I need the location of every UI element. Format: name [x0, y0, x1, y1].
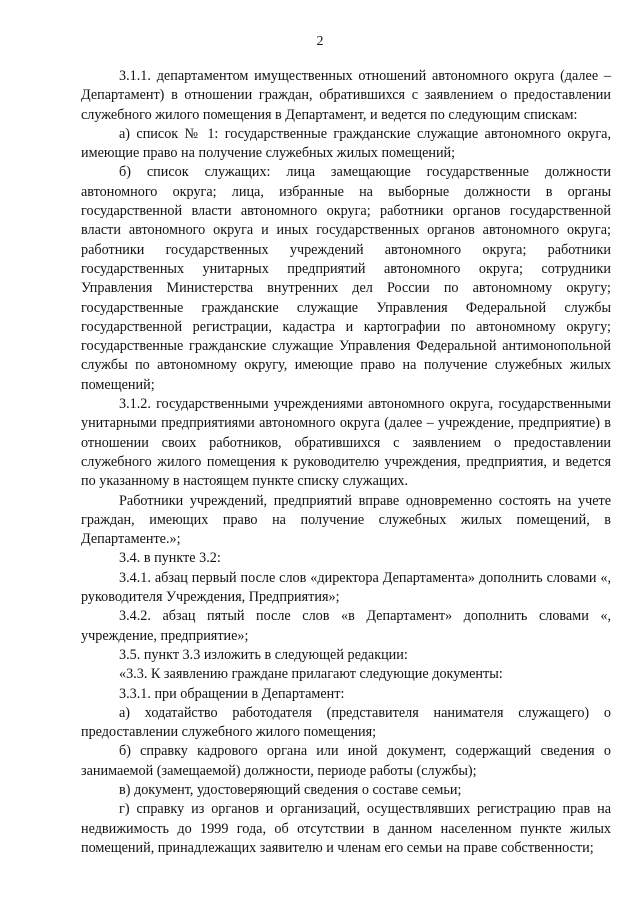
- paragraph-3-5: 3.5. пункт 3.3 изложить в следующей редакции:: [119, 646, 408, 663]
- paragraph-3-4-1: 3.4.1. абзац первый после слов «директора Департамента» дополнить словами «, руководителя Учреждения, Предприятия»;: [81, 569, 611, 606]
- paragraph-3-4-2: 3.4.2. абзац пятый после слов «в Департамент» дополнить словами «, учреждение, предприятие»;: [81, 608, 611, 644]
- paragraph-3-3: «3.3. К заявлению граждане прилагают следующие документы:: [119, 666, 503, 683]
- paragraph-3-4: 3.4. в пункте 3.2:: [119, 550, 221, 567]
- paragraph-3-1-2: 3.1.2. государственными учреждениями автономного округа, государственными унитарными предприятиями автономного округа (далее – учреждение, предприятие) в отношении своих работников, обратившихся с заявлением о предоставлении служебного жилого помещения к руководителю учреждения, предприятия, и ведется по указанному в настоящем пункте списку служащих.: [81, 396, 611, 490]
- paragraph-3-1-1: 3.1.1. департаментом имущественных отношений автономного округа (далее – Департамент) в отношении граждан, обратившихся с заявлением о предоставлении служебного жилого помещения в Департамент, и ведется по следующим спискам:: [81, 68, 611, 123]
- document-body: [81, 67, 611, 858]
- paragraph-list-employees: б) список служащих: лица замещающие государственные должности автономного округа; лица, избранные на выборные должности в органы государственной власти автономного округа; работники органов государственной власти автономного округа и иных государственных органов автономного округа; работники государственных учреждений автономного округа; работники государственных унитарных предприятий автономного округа; сотрудники Управления Министерства внутренних дел России по автономному округу; государственные гражданские служащие Управления Федеральной службы государственной регистрации, кадастра и картографии по автономному округу; государственные гражданские служащие Управления Федеральной антимонопольной службы по автономному округу, имеющие право на получение служебных жилых помещений;: [81, 164, 611, 393]
- paragraph-item-g: г) справку из органов и организаций, осуществлявших регистрацию прав на недвижимость до 1999 года, об отсутствии в данном населенном пункте жилых помещений, принадлежащих заявителю и членам его семьи на праве собственности;: [81, 801, 611, 856]
- paragraph-workers-note: Работники учреждений, предприятий вправе одновременно состоять на учете граждан, имеющих право на получение служебных жилых помещений, в Департаменте.»;: [81, 492, 611, 548]
- paragraph-item-a: а) ходатайство работодателя (представителя нанимателя служащего) о предоставлении служебного жилого помещения;: [81, 704, 611, 741]
- paragraph-item-b: б) справку кадрового органа или иной документ, содержащий сведения о занимаемой (замещаемой) должности, периоде работы (службы);: [81, 743, 611, 779]
- paragraph-list-1: а) список № 1: государственные гражданские служащие автономного округа, имеющие право на получение служебных жилых помещений;: [81, 125, 611, 162]
- paragraph-item-v: в) документ, удостоверяющий сведения о составе семьи;: [119, 781, 462, 798]
- page-number: 2: [316, 34, 324, 49]
- paragraph-3-3-1: 3.3.1. при обращении в Департамент:: [119, 685, 345, 702]
